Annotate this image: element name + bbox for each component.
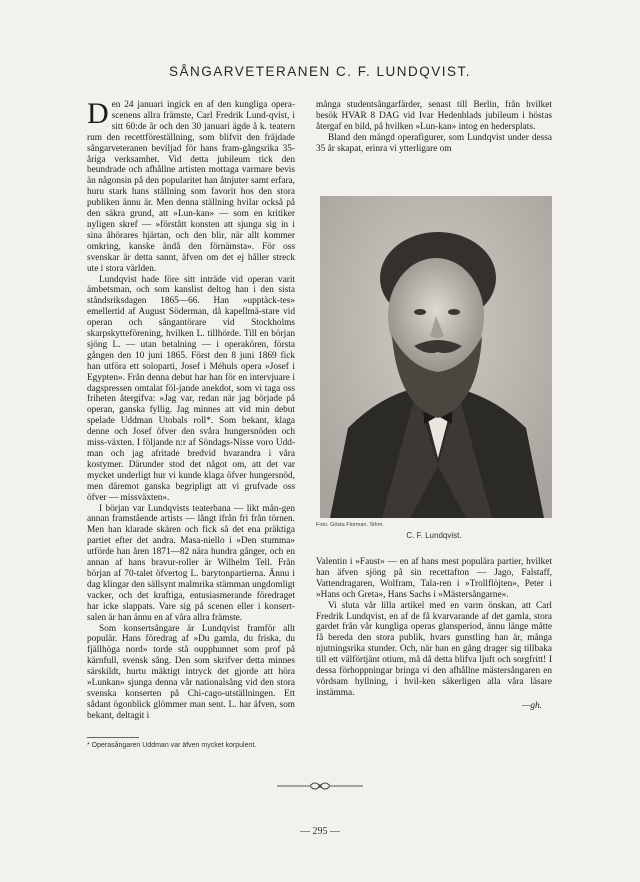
paragraph: Vi sluta vår lilla artikel med en varm önskan, att Carl Fredrik Lundqvist, en af de få kvarvarande af det gamla, stora gardet från vår kungliga operas glansperiod, ännu länge måtte få bereda den stora publik, hvars gunstling han är, många njutningsrika stunder. Och, när han en gång drager sig tillbaka till ett välförtjänt otium, må då detta blifva ljuft och sorgfritt! I dessa förhoppningar bringa vi den afhållne mästersångaren en vördsam hyllning, i hvil-ken säkerligen alla våra läsare instämma. xyxy=(316,600,552,698)
paragraph: Lundqvist hade före sitt inträde vid operan varit ämbetsman, och som kanslist deltog han i den sista ståndsriksdagen 1865—66. Han »upptäck-tes» emellertid af August Söderman, då kapellmä-stare vid operan och sångantörare vid Stockholms skarpskytteförening, hvilken L. tillhörde. Till en början sjöng L. — utan betalning — i operakören, första gången den 10 juni 1865. Först den 8 juni 1869 fick han utföra ett soloparti, Josef i Méhuls opera »Josef i Egypten». Från denna debut har han för en intervjuare i dagspressen omtalat föl-jande anekdot, som vi taga oss friheten återgifva: »Jag var, redan när jag började på operan, ganska fyllig. Jag minnes att vid min debut spelade Uddman Utobals roll*. Som bekant, klaga denne och Josef öfver den svåra hungersnöden och miss-växten. I följande n:r af Söndags-Nisse voro Udd-man och jag afritade bredvid hvarandra i våra kostymer. Därunder stod det något om, att det var mycket underligt hur vi kunde klaga öfver hungersnöd, men däremot ganska begripligt att vi grufvade oss öfver — missväxten». xyxy=(87,274,295,503)
photo-caption: C. F. Lundqvist. xyxy=(406,531,462,540)
right-column-bottom xyxy=(316,557,552,712)
paragraph: många studentsångarfärder, senast till Berlin, från hvilket besök HVAR 8 DAG vid Ivar Hedenblads jubileum i höstas återgaf en bild, på hvilken »Lun-kan» intog en hedersplats. xyxy=(316,100,552,132)
paragraph: Valentin i »Faust» — en af hans mest populära partier, hvilket han äfven sjöng på sin recettafton — Jago, Falstaff, Vattendragaren, Wolfram, Tala-ren i »Trollflöjten», Peter i »Hans och Greta», Hans Sachs i »Mästersångarne». xyxy=(316,557,552,600)
photo-credit: Foto. Gösta Florman. Sthm. xyxy=(316,522,384,528)
ornament-icon xyxy=(275,779,365,793)
footnote: * Operasångaren Uddman var äfven mycket korpulent. xyxy=(87,742,257,749)
dropcap: D xyxy=(87,97,109,130)
left-column xyxy=(87,97,295,722)
signature: —gh. xyxy=(522,700,542,711)
portrait-photo xyxy=(320,196,552,518)
paragraph: Bland den mängd operafigurer, som Lundqvist under dessa 35 år skapat, erinra vi ytterligare om xyxy=(316,132,552,154)
article-title: SÅNGARVETERANEN C. F. LUNDQVIST. xyxy=(168,64,472,79)
page-number: — 295 — xyxy=(300,826,340,837)
right-column-top xyxy=(316,100,552,155)
paragraph: Som konsertsångare är Lundqvist framför allt populär. Hans föredrag af »Du gamla, du friska, du fjällhöga nord» torde stå oupphunnet som prof på kärnfull, svensk sång. Den som skrifver detta minnes särskildt, hurtu mäktigt intryck det gjorde att höra »Lunkan» sjunga denna vår nationalsång vid den stora svenska konserten på Chi-cago-utställningen. Ett sådant ögonblick glömmer man sent. L. har äfven, som bekant, deltagit i xyxy=(87,623,295,721)
paragraph: I början var Lundqvists teaterbana — likt mån-gen annan framstående artists — långt ifrån fri från törnen. Men han klarade skären och fick så det ena präktiga partiet efter det andra. Masa-niello i »Den stumma» utförde han åren 1871—82 nära hundra gånger, och en annan af hans bravur-roller är Wilhelm Tell. Från början af 70-talet öfvertog L. barytonpartierna. Ännu i dag klingar den sällsynt malmrika stämman ungdomligt vacker, och det kraftiga, entusiasmerande föredraget har icke slappats. Vare sig på scenen eller i konsert-salen är han ännu en af våra allra främste. xyxy=(87,503,295,623)
paragraph: Den 24 januari ingick en af den kungliga opera-scenens allra främste, Carl Fredrik Lund-qvist, i sitt 60:de år och den 30 januari ägde å k. teatern rum den recettföreställning, som blifvit den fräjdade sångarveteranen beviljad för hans fram-gångsrika 35-åriga verksamhet. Vid detta jubileum tick den beundrade och afhållne artisten mottaga varmare bevis än någonsin på den popularitet han åtnjuter samt erfara, huru stark hans ställning som favorit hos den stora publiken ännu är. Men denna ställning hvilar också på den säkra grund, att »Lun-kan» — som en kritiker nyligen skref — »förstått konsten att sjunga sig in i sina åhörares hjärtan, och den blir, när allt kommer omkring, kanske ändå den förnämsta». För oss svenskar är detta sannt, äfven om det ej håller streck ute i stora världen. xyxy=(87,97,295,274)
footnote-divider xyxy=(87,737,139,738)
portrait-illustration xyxy=(320,196,552,518)
